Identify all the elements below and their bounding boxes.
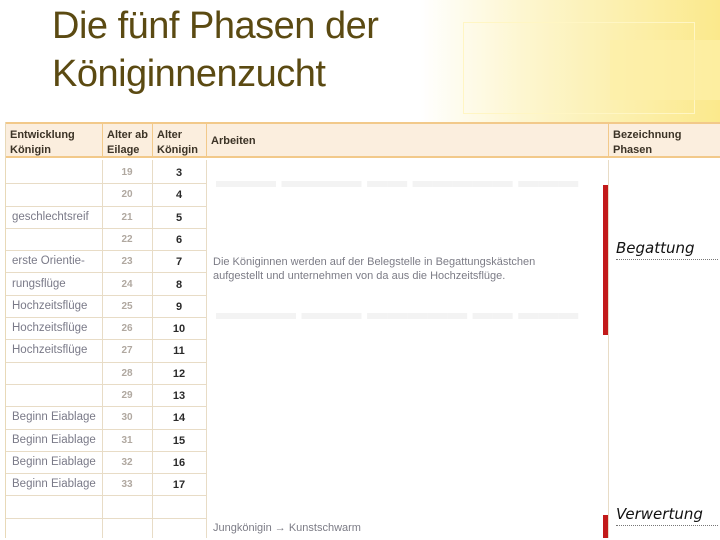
cell-age-egg: 26 (102, 318, 152, 340)
cell-development: Beginn Eiablage (6, 407, 102, 429)
cell-development: Beginn Eiablage (6, 452, 102, 474)
cell-age-queen: 8 (152, 274, 206, 296)
table-row (6, 497, 206, 519)
cell-age-queen: 17 (152, 474, 206, 496)
cell-age-queen: 7 (152, 251, 206, 273)
slide-title (52, 2, 378, 98)
cell-development: Hochzeitsflüge (6, 318, 102, 340)
table-row (6, 229, 206, 251)
cell-age-egg: 22 (102, 229, 152, 251)
cell-development: geschlechtsreif (6, 207, 102, 229)
cell-age-queen: 12 (152, 363, 206, 385)
corner-decoration (420, 0, 720, 122)
work-bottom: Jungkönigin → Kunstschwarm (213, 522, 361, 534)
table-row (6, 452, 206, 474)
table-row (6, 340, 206, 362)
cell-development (6, 497, 102, 519)
cell-age-queen: 5 (152, 207, 206, 229)
cell-development: Beginn Eiablage (6, 474, 102, 496)
header-development: Entwicklung Königin (6, 122, 102, 158)
header-age-egg: Alter ab Eilage (102, 122, 152, 158)
cell-development: Hochzeitsflüge (6, 340, 102, 362)
cell-development (6, 184, 102, 206)
phase-bar-verwertung (603, 515, 608, 538)
cell-age-egg: 29 (102, 385, 152, 407)
cell-development: rungsflüge (6, 274, 102, 296)
cell-age-egg: 30 (102, 407, 152, 429)
cell-age-egg: 32 (102, 452, 152, 474)
work-line-1: Die Königinnen werden auf der Belegstelle in Begattungskästchen (213, 256, 536, 268)
cell-age-egg: 20 (102, 184, 152, 206)
cell-age-egg: 27 (102, 340, 152, 362)
background-watermark: ▬▬▬ ▬▬▬▬ ▬▬ ▬▬▬▬▬ ▬▬▬ (216, 170, 579, 192)
cell-age-egg: 28 (102, 363, 152, 385)
cell-age-queen: 6 (152, 229, 206, 251)
cell-age-queen: 15 (152, 430, 206, 452)
cell-development (6, 229, 102, 251)
cell-age-queen: 16 (152, 452, 206, 474)
cell-age-queen: 4 (152, 184, 206, 206)
cell-age-queen (152, 497, 206, 519)
work-line-2: aufgestellt und unternehmen von da aus die Hochzeitsflüge. (213, 270, 506, 282)
table-row (6, 407, 206, 429)
cell-age-egg: 33 (102, 474, 152, 496)
background-watermark: ▬▬▬▬ ▬▬▬ ▬▬▬▬▬ ▬▬ ▬▬▬ (216, 302, 579, 324)
breeding-table (5, 122, 720, 538)
cell-age-queen: 14 (152, 407, 206, 429)
cell-age-queen: 3 (152, 162, 206, 184)
table-row (6, 318, 206, 340)
table-row (6, 296, 206, 318)
table-row (6, 474, 206, 496)
table-row (6, 251, 206, 273)
phase-bar-begattung (603, 185, 608, 335)
cell-development: Beginn Eiablage (6, 430, 102, 452)
cell-age-egg (102, 497, 152, 519)
header-work: Arbeiten (206, 122, 608, 158)
cell-development: erste Orientie- (6, 251, 102, 273)
cell-development (6, 162, 102, 184)
cell-age-egg: 23 (102, 251, 152, 273)
table-row (6, 363, 206, 385)
column-divider (206, 160, 207, 538)
cell-age-queen: 9 (152, 296, 206, 318)
table-row (6, 207, 206, 229)
table-row (6, 430, 206, 452)
header-phase: Bezeichnung Phasen (608, 122, 720, 158)
header-age-queen: Alter Königin (152, 122, 206, 158)
cell-age-egg: 31 (102, 430, 152, 452)
cell-age-egg: 21 (102, 207, 152, 229)
phase-label-begattung: Begattung (616, 239, 718, 260)
cell-age-queen: 10 (152, 318, 206, 340)
deco-block (610, 40, 720, 100)
phase-label-verwertung: Verwertung (616, 505, 718, 526)
table-row (6, 162, 206, 184)
cell-development: Hochzeitsflüge (6, 296, 102, 318)
cell-age-egg: 25 (102, 296, 152, 318)
cell-age-queen: 13 (152, 385, 206, 407)
cell-age-egg: 24 (102, 274, 152, 296)
cell-age-queen: 11 (152, 340, 206, 362)
title-line-2: Königinnenzucht (52, 53, 326, 95)
cell-development (6, 385, 102, 407)
table-row (6, 385, 206, 407)
table-row (6, 184, 206, 206)
work-description (213, 255, 535, 283)
cell-age-egg: 19 (102, 162, 152, 184)
table-row (6, 274, 206, 296)
cell-development (6, 363, 102, 385)
column-divider (608, 160, 609, 538)
title-line-1: Die fünf Phasen der (52, 5, 379, 47)
